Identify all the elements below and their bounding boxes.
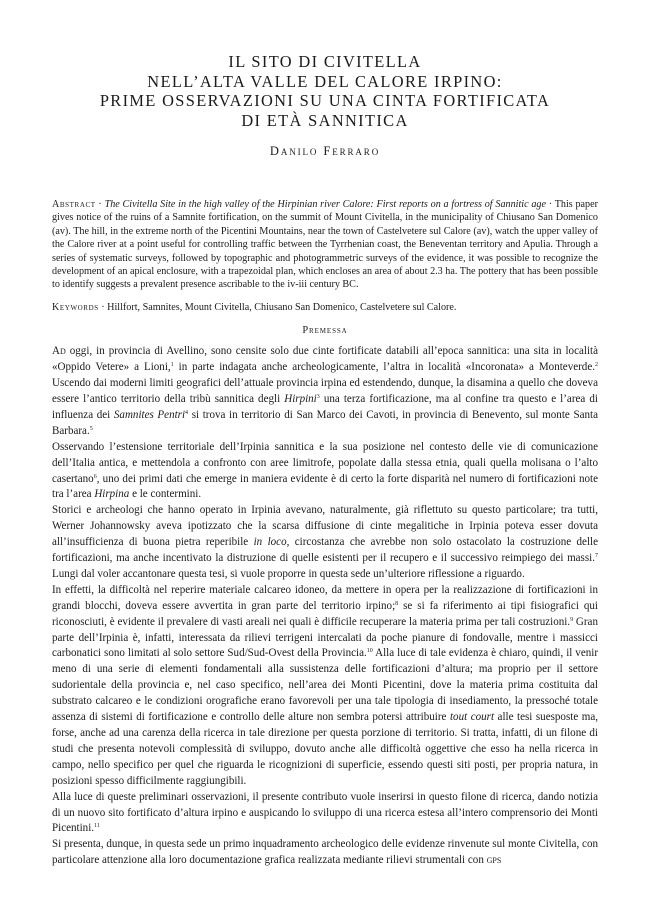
text-run: Lungi dal voler accantonare questa tesi, si vuole proporre in questa sede un’ulteriore riflessione a riguardo. xyxy=(52,567,525,580)
paragraph xyxy=(52,583,598,790)
text-run: in parte indagata anche archeologicamente, l’altra in località «Incoronata» a Monteverde. xyxy=(173,361,595,374)
title-line: NELL’ALTA VALLE DEL CALORE IRPINO: xyxy=(147,71,503,91)
text-run: , uno dei primi dati che emerge in maniera evidente è di certo la forte disparità nel numero di fortificazioni note tra l’area xyxy=(52,472,598,501)
paragraph xyxy=(52,440,598,504)
italic-term: Hirpini xyxy=(284,392,317,405)
footnote-ref[interactable]: 11 xyxy=(94,823,100,830)
title-line: DI ETÀ SANNITICA xyxy=(241,110,409,130)
text-run: e le contermini. xyxy=(129,488,202,501)
paragraph xyxy=(52,503,598,583)
text-run: alle tesi suesposte ma, forse, anche ad una carenza della ricerca in tale direzione per questa porzione di territorio. Si tratta, infatti, di un filone di studi che presenta notevoli complessità di sviluppo, dovuto anche alle difficoltà oggettive che esso ha nella ricerca in campo, nello specifico per quel che riguarda le ricognizioni di superficie, essendo questi siti posti, per propria natura, in posizioni spesso difficilmente raggiungibili. xyxy=(52,711,599,787)
text-run: si trova in territorio di San Marco dei Cavoti, in provincia di Benevento, sul monte Santa Barbara. xyxy=(52,408,598,437)
text-run: Osservando l’estensione territoriale dell’Irpinia sannitica e la sua posizione nel contesto delle vie di comunicazione dell’Italia antica, e mettendola a confronto con aree limitrofe, popolate dalla stessa etnia, quali quella molisana o l’alto casertano xyxy=(52,440,598,485)
article-body xyxy=(52,344,598,869)
text-run: se si fa riferimento ai tipi fisiografici qui riconosciuti, è evidente il prevalere di vasti areali nei quali è difficile recuperare la materia prima per tali costruzioni. xyxy=(52,599,598,628)
text-run: In effetti, la difficoltà nel reperire materiale calcareo idoneo, da mettere in opera per la realizzazione di fortificazioni in grandi blocchi, doveva essere avvertita in gran parte del territorio irpino; xyxy=(52,583,598,612)
footnote-ref[interactable]: 1 xyxy=(170,362,174,369)
author-name: Danilo Ferraro xyxy=(269,144,381,158)
footnote-ref[interactable]: 3 xyxy=(316,393,320,400)
abstract-separator: · xyxy=(545,199,555,210)
text-run: Si presenta, dunque, in questa sede un primo inquadramento archeologico delle evidenze rinvenute sul monte Civitella, con particolare attenzione alla loro documentazione grafica realizzata mediante rilievi strumentali con xyxy=(52,838,598,867)
italic-term: Hirpina xyxy=(94,488,130,501)
text-run: oggi, in provincia di Avellino, sono censite solo due cinte fortificate databili all’epoca sannitica: una sita in località «Oppido Vetere» a Lioni, xyxy=(52,345,598,374)
title-line: IL SITO DI CIVITELLA xyxy=(228,52,422,71)
paragraph xyxy=(52,837,598,869)
text-run: una terza fortificazione, ma al confine tra questo e l’area di influenza dei xyxy=(52,392,598,421)
italic-term: tout court xyxy=(449,711,495,724)
footnote-ref[interactable]: 7 xyxy=(595,553,598,560)
abstract xyxy=(52,198,598,292)
keywords-text: Hillfort, Samnites, Mount Civitella, Chiusano San Domenico, Castelvetere sul Calore. xyxy=(107,301,457,313)
keywords xyxy=(52,301,598,314)
text-run: Uscendo dai moderni limiti geografici dell’attuale provincia irpina ed estendendo, dunque, la disamina a quello che doveva essere l’antico territorio della tribù sannitica degli xyxy=(52,377,598,405)
italic-term: in loco xyxy=(253,536,287,549)
footnote-ref[interactable]: 10 xyxy=(366,648,373,655)
lead-word: Ad xyxy=(52,345,66,358)
footnote-ref[interactable]: 6 xyxy=(93,473,97,480)
text-run: Alla luce di queste preliminari osservazioni, il presente contributo vuole inserirsi in questo filone di ricerca, dando notizia di un nuovo sito fortificato d’altura irpino e auspicando lo sviluppo di una ricerca estesa all’intero comprensorio dei Monti Picentini. xyxy=(52,790,598,835)
abstract-title: The Civitella Site in the high valley of the Hirpinian river Calore: First reports on a fortress of Sannitic age xyxy=(104,199,546,210)
abstract-text: This paper gives notice of the ruins of a Samnite fortification, on the summit of Mount Civitella, in the municipality of Chiusano San Domenico (av). The hill, in the extreme north of the Picentini Mountains, near the town of Castelvetere sul Calore (av), watch the upper valley of the Calore river at a point useful for controlling traffic between the Tyrrhenian coast, the Beneventan territory and Apulia. Through a series of systematic surveys, followed by topographic and photogrammetric surveys of the evidence, it was possible to recognize the development of an apical enclosure, with a trapezoidal plan, which encloses an area of about 2.3 ha. The pottery that has been possible to identify suggests a prevalent presence ascribable to the iv-iii century BC. xyxy=(52,199,598,291)
footnote-ref[interactable]: 8 xyxy=(395,600,399,607)
text-run: , circostanza che avrebbe non solo ostacolato la costruzione delle fortificazioni, ma anche incentivato la distruzione di quelle esistenti per il recupero e il successivo reimpiego dei massi. xyxy=(52,536,599,565)
text-run: Gran parte dell’Irpinia è, infatti, interessata da rilievi terrigeni intercalati da poche pianure di fondovalle, mentre i massicci carbonatici sono limitati al solo settore Sud/Sud-Ovest della Provincia. xyxy=(52,615,598,660)
italic-term: Samnites Pentri xyxy=(113,408,186,421)
text-run: Storici e archeologi che hanno operato in Irpinia avevano, naturalmente, già riflettuto su questo particolare; tra tutti, Werner Johannowsky aveva ipotizzato che la scarsa diffusione di cinte megalitiche in Irpinia poteva esser dovuta all’insufficienza di buona pietra reperibile xyxy=(52,504,598,549)
paragraph xyxy=(52,790,598,838)
keywords-separator: · xyxy=(98,301,108,313)
article-title xyxy=(52,0,598,159)
abstract-label: Abstract xyxy=(52,199,96,210)
paragraph xyxy=(52,344,598,439)
title-line: PRIME OSSERVAZIONI SU UNA CINTA FORTIFICATA xyxy=(99,91,551,110)
section-heading: Premessa xyxy=(302,325,348,337)
small-caps-term: gps xyxy=(486,854,502,867)
footnote-ref[interactable]: 5 xyxy=(89,425,93,432)
abstract-separator: · xyxy=(95,199,105,210)
footnote-ref[interactable]: 2 xyxy=(595,362,598,369)
keywords-label: Keywords xyxy=(52,301,99,313)
footnote-ref[interactable]: 9 xyxy=(570,616,574,623)
footnote-ref[interactable]: 4 xyxy=(185,409,189,416)
text-run: Alla luce di tale evidenza è chiaro, quindi, il venir meno di una serie di elementi fondamentali alla sussistenza delle fortificazioni d’altura; ma proprio per il settore sudorientale della provincia e, nel caso specifico, nell’area dei Monti Picentini, dove la materia prima costituita dal substrato calcareo e le condizioni orografiche erano favorevoli per una tale tipologia di insediamento, la pressoché totale assenza di sistemi di fortificazione e controllo delle alture non sembra potersi attribuire xyxy=(52,647,599,724)
